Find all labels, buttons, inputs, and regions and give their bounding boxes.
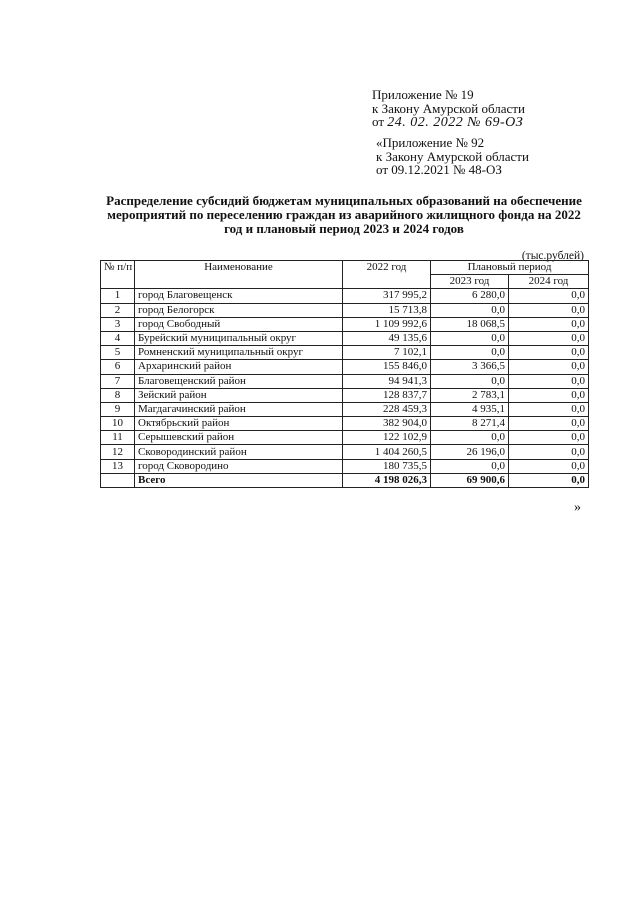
document-title: Распределение субсидий бюджетам муниципальных образований на обеспечение мероприятий по переселению граждан из аварийного жилищного фонда на 2022 год и плановый период 2023 и 2024 годов [106,193,582,236]
header-2023: 2023 год [431,275,509,289]
cell-num: 8 [101,388,135,402]
cell-2023: 18 068,5 [431,317,509,331]
cell-2023: 0,0 [431,346,509,360]
cell-num: 1 [101,289,135,303]
cell-2024: 0,0 [509,317,589,331]
cell-2023: 0,0 [431,374,509,388]
appendix-law-ref: к Закону Амурской области [372,100,525,116]
appendix-block [372,88,525,130]
cell-name: город Благовещенск [135,289,343,303]
appendix-date-prefix: от [372,114,385,129]
cell-2024: 0,0 [509,445,589,459]
table-row [101,402,589,416]
table-row [101,303,589,317]
cell-2022: 155 846,0 [343,360,431,374]
table-total-row [101,473,589,487]
cell-name: Бурейский муниципальный округ [135,331,343,345]
cell-2022: 128 837,7 [343,388,431,402]
cell-2024: 0,0 [509,388,589,402]
cell-2023: 0,0 [431,459,509,473]
cell-num: 3 [101,317,135,331]
cell-num [101,473,135,487]
cell-2024: 0,0 [509,289,589,303]
table-header-row [101,261,589,275]
cell-2024: 0,0 [509,360,589,374]
table-row [101,374,589,388]
cell-2024: 0,0 [509,303,589,317]
cell-name: Всего [135,473,343,487]
cell-num: 9 [101,402,135,416]
original-appendix-number: «Приложение № 92 [376,135,485,150]
original-appendix-law-ref: к Закону Амурской области [376,148,529,164]
cell-2023: 0,0 [431,303,509,317]
cell-2022: 1 404 260,5 [343,445,431,459]
table-row [101,317,589,331]
cell-2023: 26 196,0 [431,445,509,459]
closing-quote: » [574,500,581,515]
cell-2023: 6 280,0 [431,289,509,303]
cell-name: Зейский район [135,388,343,402]
cell-name: Благовещенский район [135,374,343,388]
cell-2023: 3 366,5 [431,360,509,374]
cell-2024: 0,0 [509,417,589,431]
cell-num: 6 [101,360,135,374]
cell-2022: 49 135,6 [343,331,431,345]
handwritten-date-number: 24. 02. 2022 № 69-ОЗ [387,115,524,130]
cell-name: Октябрьский район [135,417,343,431]
cell-2023: 4 935,1 [431,402,509,416]
cell-2022: 317 995,2 [343,289,431,303]
table-row [101,431,589,445]
cell-num: 12 [101,445,135,459]
header-num: № п/п [101,261,135,289]
cell-2022: 180 735,5 [343,459,431,473]
cell-2022: 15 713,8 [343,303,431,317]
table-row [101,459,589,473]
cell-2024: 0,0 [509,431,589,445]
cell-2024: 0,0 [509,346,589,360]
cell-2022: 122 102,9 [343,431,431,445]
header-2022: 2022 год [343,261,431,289]
cell-num: 5 [101,346,135,360]
table-row [101,360,589,374]
appendix-date-line [372,115,525,130]
cell-name: Серышевский район [135,431,343,445]
table-row [101,417,589,431]
cell-2023: 8 271,4 [431,417,509,431]
cell-2023: 0,0 [431,331,509,345]
cell-num: 13 [101,459,135,473]
cell-2024: 0,0 [509,473,589,487]
original-appendix-block [376,136,529,177]
cell-2022: 1 109 992,6 [343,317,431,331]
cell-2024: 0,0 [509,402,589,416]
table-row [101,346,589,360]
cell-2023: 0,0 [431,431,509,445]
cell-num: 10 [101,417,135,431]
cell-2024: 0,0 [509,459,589,473]
cell-name: Магдагачинский район [135,402,343,416]
header-name: Наименование [135,261,343,289]
header-2024: 2024 год [509,275,589,289]
table-row [101,388,589,402]
cell-num: 11 [101,431,135,445]
cell-name: Архаринский район [135,360,343,374]
cell-name: Ромненский муниципальный округ [135,346,343,360]
cell-num: 7 [101,374,135,388]
table-row [101,289,589,303]
units-label: (тыс.рублей) [521,250,584,262]
cell-name: город Свободный [135,317,343,331]
cell-2022: 4 198 026,3 [343,473,431,487]
original-appendix-date: от 09.12.2021 № 48-ОЗ [376,162,502,177]
cell-2024: 0,0 [509,331,589,345]
header-planned-period: Плановый период [431,261,589,275]
cell-2023: 2 783,1 [431,388,509,402]
cell-num: 4 [101,331,135,345]
cell-name: город Белогорск [135,303,343,317]
table-row [101,445,589,459]
cell-2022: 94 941,3 [343,374,431,388]
cell-2023: 69 900,6 [431,473,509,487]
cell-2022: 7 102,1 [343,346,431,360]
subsidy-table [100,260,589,488]
table-row [101,331,589,345]
cell-num: 2 [101,303,135,317]
cell-name: город Сковородино [135,459,343,473]
cell-2024: 0,0 [509,374,589,388]
cell-name: Сковородинский район [135,445,343,459]
cell-2022: 382 904,0 [343,417,431,431]
cell-2022: 228 459,3 [343,402,431,416]
appendix-number: Приложение № 19 [372,87,474,102]
